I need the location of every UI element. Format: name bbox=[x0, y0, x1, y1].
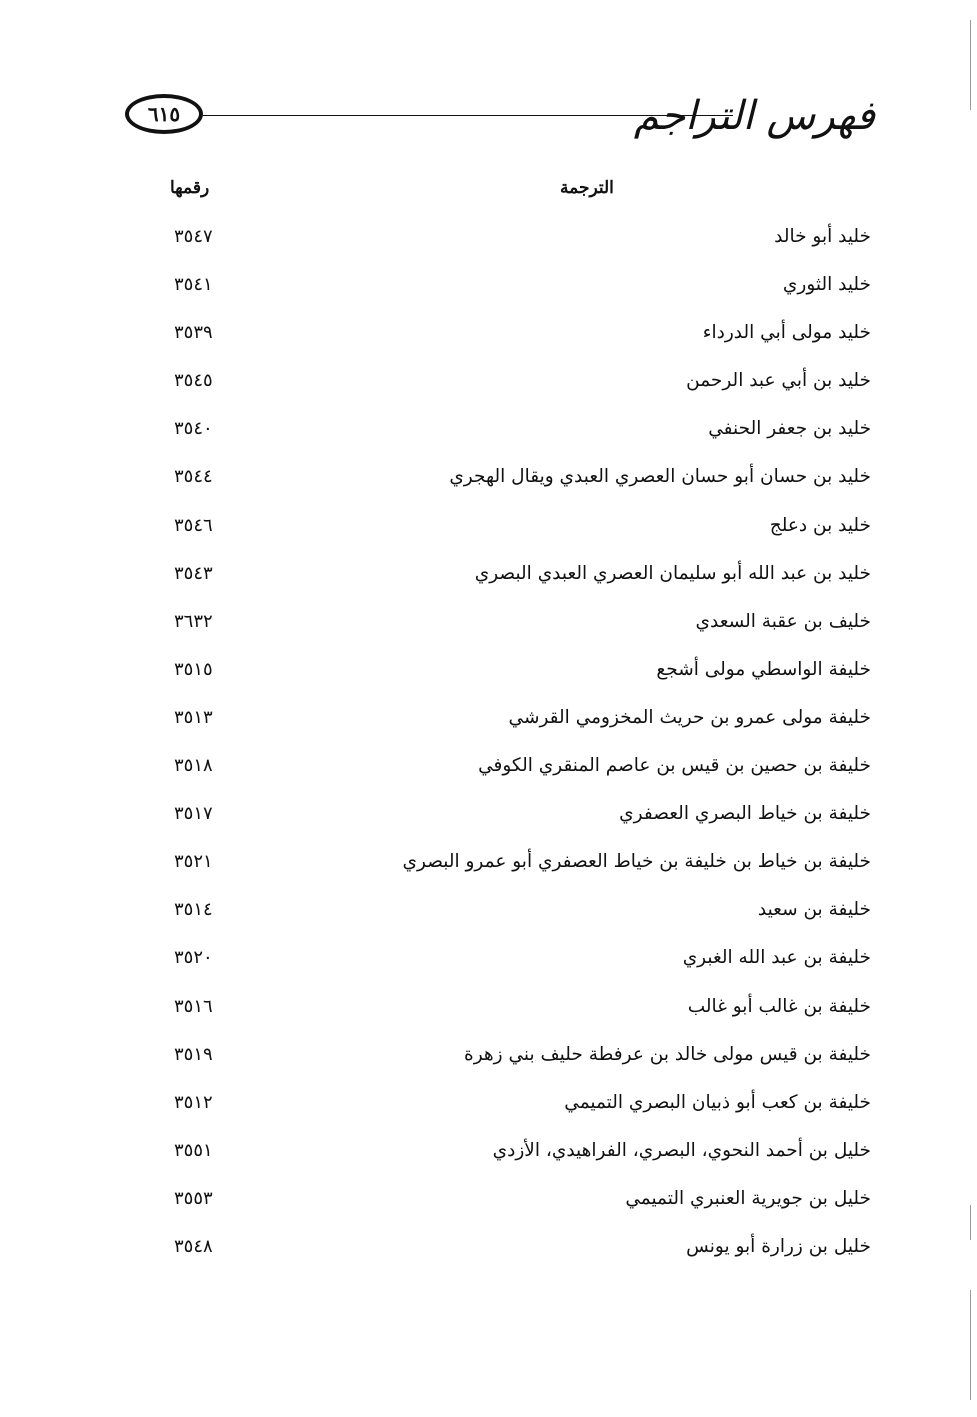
entry-name: خليفة بن غالب أبو غالب bbox=[687, 995, 871, 1017]
entry-number: ٣٥١٨ bbox=[174, 755, 213, 777]
entry-number: ٣٥٤٨ bbox=[174, 1235, 213, 1257]
entry-name: خليفة بن سعيد bbox=[757, 899, 871, 921]
entry-number: ٣٥٤٣ bbox=[174, 562, 213, 584]
entry-number: ٣٥٥٣ bbox=[174, 1187, 213, 1209]
list-item bbox=[0, 1236, 977, 1284]
entry-name: خليفة بن كعب أبو ذبيان البصري التميمي bbox=[564, 1091, 871, 1113]
list-item bbox=[0, 370, 977, 418]
entry-number: ٣٥١٩ bbox=[174, 1043, 213, 1065]
entry-name: خليد بن دعلج bbox=[769, 514, 871, 536]
list-item bbox=[0, 899, 977, 947]
list-item bbox=[0, 1044, 977, 1092]
entry-name: خليل بن أحمد النحوي، البصري، الفراهيدي، الأزدي bbox=[492, 1139, 871, 1161]
entry-name: خليف بن عقبة السعدي bbox=[695, 610, 871, 632]
page-title: فهرس التراجم bbox=[633, 93, 875, 139]
list-item bbox=[0, 851, 977, 899]
entry-name: خليفة مولى عمرو بن حريث المخزومي القرشي bbox=[508, 706, 871, 728]
entry-name: خليد بن حسان أبو حسان العصري العبدي ويقال الهجري bbox=[449, 466, 871, 488]
list-item bbox=[0, 707, 977, 755]
entry-number: ٣٥٤٤ bbox=[174, 466, 213, 488]
entry-list bbox=[0, 226, 977, 1284]
entry-name: خليفة الواسطي مولى أشجع bbox=[656, 658, 871, 680]
entry-name: خليد الثوري bbox=[782, 274, 871, 296]
list-item bbox=[0, 322, 977, 370]
entry-name: خليد بن عبد الله أبو سليمان العصري العبدي البصري bbox=[474, 562, 871, 584]
entry-name: خليد أبو خالد bbox=[774, 226, 871, 247]
list-item bbox=[0, 466, 977, 514]
column-headers bbox=[0, 178, 977, 208]
entry-number: ٣٥١٣ bbox=[174, 706, 213, 728]
scan-edge-mark bbox=[970, 20, 971, 110]
entry-number: ٣٥١٤ bbox=[174, 899, 213, 921]
entry-name: خليل بن جويرية العنبري التميمي bbox=[625, 1187, 871, 1209]
entry-number: ٣٥٤٧ bbox=[174, 226, 213, 247]
list-item bbox=[0, 996, 977, 1044]
list-item bbox=[0, 1092, 977, 1140]
entry-number: ٣٥٤١ bbox=[174, 274, 213, 296]
scan-edge-mark bbox=[970, 1290, 971, 1400]
entry-name: خليل بن زرارة أبو يونس bbox=[686, 1235, 871, 1257]
entry-name: خليفة بن عبد الله الغبري bbox=[682, 947, 871, 969]
entry-number: ٣٥٥١ bbox=[174, 1139, 213, 1161]
list-item bbox=[0, 563, 977, 611]
entry-number: ٣٥٢٠ bbox=[174, 947, 213, 969]
entry-name: خليد مولى أبي الدرداء bbox=[702, 322, 871, 344]
list-item bbox=[0, 515, 977, 563]
list-item bbox=[0, 418, 977, 466]
page-number-badge bbox=[125, 94, 203, 134]
entry-name: خليد بن جعفر الحنفي bbox=[708, 418, 871, 440]
entry-name: خليفة بن حصين بن قيس بن عاصم المنقري الكوفي bbox=[478, 755, 871, 777]
entry-name: خليد بن أبي عبد الرحمن bbox=[686, 370, 871, 392]
list-item bbox=[0, 226, 977, 274]
entry-number: ٣٥٤٥ bbox=[174, 370, 213, 392]
entry-number: ٣٥٣٩ bbox=[174, 322, 213, 344]
list-item bbox=[0, 755, 977, 803]
entry-name: خليفة بن قيس مولى خالد بن عرفطة حليف بني زهرة bbox=[464, 1043, 871, 1065]
entry-number: ٣٦٣٢ bbox=[174, 610, 213, 632]
entry-number: ٣٥٢١ bbox=[174, 851, 213, 873]
entry-number: ٣٥٤٦ bbox=[174, 514, 213, 536]
page-number: ٦١٥ bbox=[147, 102, 181, 126]
list-item bbox=[0, 947, 977, 995]
entry-number: ٣٥٤٠ bbox=[174, 418, 213, 440]
entry-number: ٣٥١٢ bbox=[174, 1091, 213, 1113]
number-column-header: رقمها bbox=[170, 178, 210, 198]
list-item bbox=[0, 803, 977, 851]
list-item bbox=[0, 274, 977, 322]
entry-number: ٣٥١٦ bbox=[174, 995, 213, 1017]
scan-edge-mark bbox=[970, 1205, 971, 1240]
page-header bbox=[125, 88, 875, 160]
name-column-header: الترجمة bbox=[560, 178, 614, 198]
entry-name: خليفة بن خياط البصري العصفري bbox=[619, 803, 871, 825]
entry-number: ٣٥١٥ bbox=[174, 658, 213, 680]
list-item bbox=[0, 611, 977, 659]
entry-number: ٣٥١٧ bbox=[174, 803, 213, 825]
entry-name: خليفة بن خياط بن خليفة بن خياط العصفري أبو عمرو البصري bbox=[402, 851, 871, 873]
list-item bbox=[0, 659, 977, 707]
list-item bbox=[0, 1140, 977, 1188]
list-item bbox=[0, 1188, 977, 1236]
